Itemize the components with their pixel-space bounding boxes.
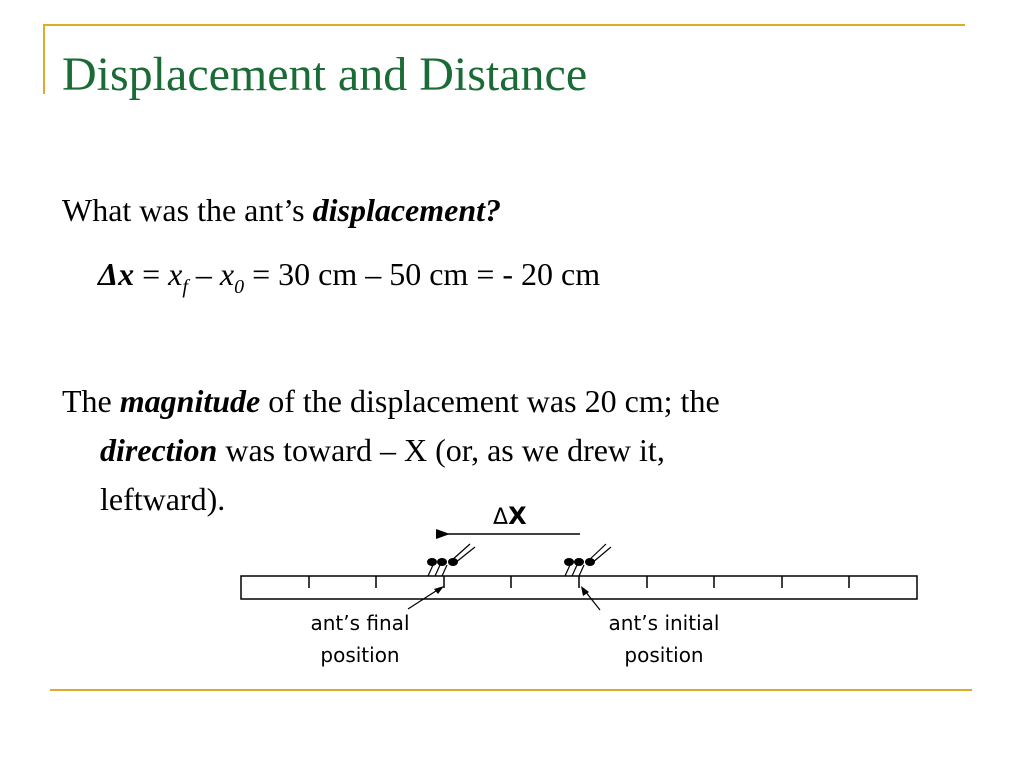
initial-position-label-line1: ant’s initial (608, 611, 720, 635)
direction-term: direction (100, 432, 218, 468)
paragraph-text-2: of the displacement was 20 cm; the (260, 383, 720, 419)
ant-final-icon (427, 544, 475, 576)
delta-symbol: Δ (98, 256, 119, 292)
equation-variable: x (118, 256, 135, 292)
ant-initial-icon (564, 544, 611, 576)
paragraph-line-3: leftward). (100, 481, 226, 517)
xf-base: x (168, 256, 183, 292)
equation-minus: – (187, 256, 220, 292)
xf-sub: f (182, 276, 188, 298)
delta-x-label (493, 502, 527, 530)
magnitude-term: magnitude (119, 383, 261, 419)
delta-x-delta: Δ (493, 505, 509, 530)
paragraph-text-1: The (62, 383, 120, 419)
question-emphasis: displacement? (312, 192, 502, 228)
x0-sub: 0 (234, 276, 245, 298)
paragraph-text-3: was toward – X (or, as we drew it, (217, 432, 665, 468)
final-position-label-line2: position (320, 643, 400, 667)
delta-x-x: X (508, 502, 527, 530)
slide-title: Displacement and Distance (62, 48, 588, 101)
initial-position-label-line2: position (624, 643, 704, 667)
final-position-label-line1: ant’s final (310, 611, 410, 635)
equation-rest: = 30 cm – 50 cm = - 20 cm (244, 256, 601, 292)
x0-base: x (219, 256, 235, 292)
question-prefix: What was the ant’s (62, 192, 313, 228)
equation-equals: = (134, 256, 169, 292)
